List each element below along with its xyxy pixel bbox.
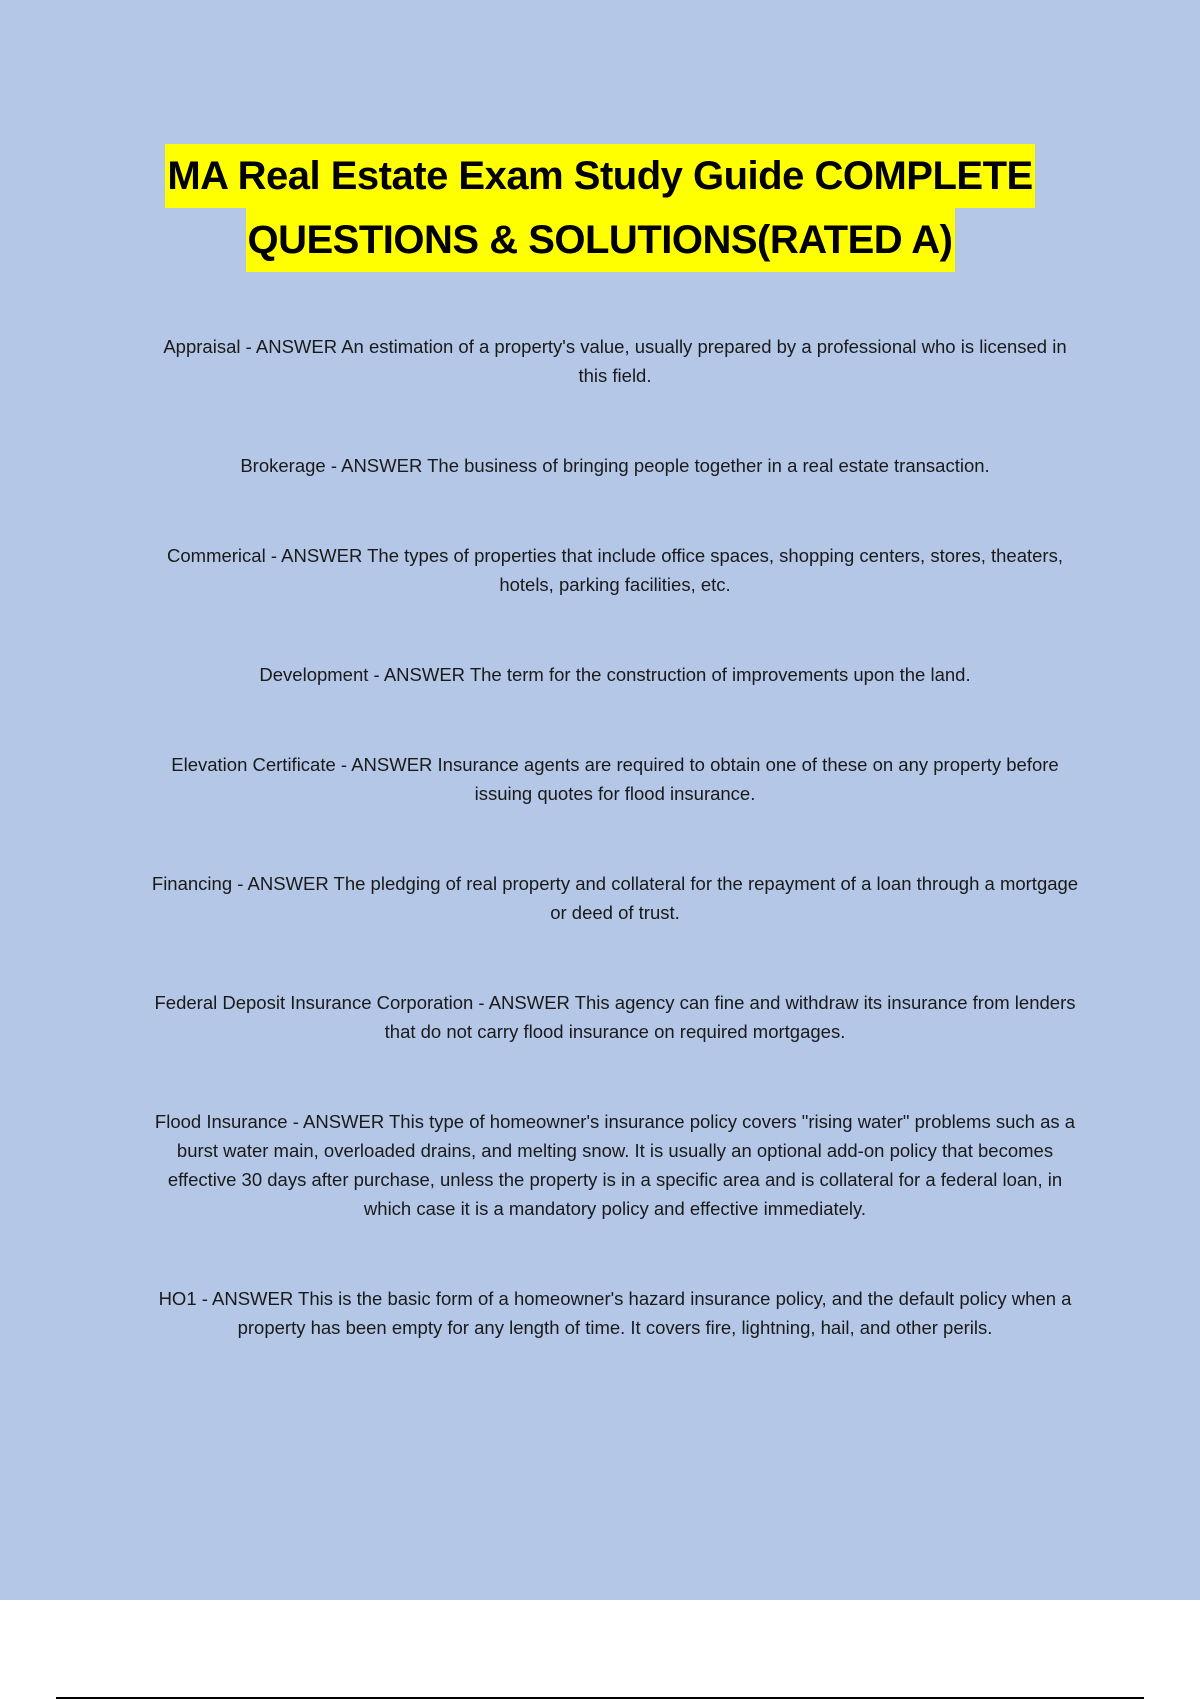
qa-entry-appraisal: Appraisal - ANSWER An estimation of a property's value, usually prepared by a professional who is licensed in this field. <box>163 336 1067 386</box>
qa-entry-elevation-certificate: Elevation Certificate - ANSWER Insurance agents are required to obtain one of these on any property before issuing quotes for flood insurance. <box>171 754 1059 804</box>
qa-entry-commercial: Commerical - ANSWER The types of properties that include office spaces, shopping centers, stores, theaters, hotels, parking facilities, etc. <box>167 545 1063 595</box>
qa-entry-ho1: HO1 - ANSWER This is the basic form of a homeowner's hazard insurance policy, and the default policy when a property has been empty for any length of time. It covers fire, lightning, hail, and other perils. <box>158 1288 1072 1338</box>
footer-divider <box>56 1697 1144 1699</box>
qa-entry-flood-insurance: Flood Insurance - ANSWER This type of homeowner's insurance policy covers "rising water" problems such as a burst water main, overloaded drains, and melting snow. It is usually an optional add-on policy that becomes effective 30 days after purchase, unless the property is in a specific area and is collateral for a federal loan, in which case it is a mandatory policy and effective immediately. <box>154 1111 1076 1219</box>
qa-entry-financing: Financing - ANSWER The pledging of real property and collateral for the repayment of a loan through a mortgage or deed of trust. <box>151 873 1079 923</box>
qa-entry-development: Development - ANSWER The term for the construction of improvements upon the land. <box>259 664 971 685</box>
qa-entry-fdic: Federal Deposit Insurance Corporation - ANSWER This agency can fine and withdraw its insurance from lenders that do not carry flood insurance on required mortgages. <box>154 992 1076 1042</box>
title-line-1: MA Real Estate Exam Study Guide COMPLETE <box>165 144 1034 208</box>
title-line-2: QUESTIONS & SOLUTIONS(RATED A) <box>246 208 955 272</box>
qa-entry-list <box>150 332 1080 1403</box>
qa-entry-brokerage: Brokerage - ANSWER The business of bringing people together in a real estate transaction. <box>240 455 990 476</box>
document-title <box>0 144 1200 272</box>
